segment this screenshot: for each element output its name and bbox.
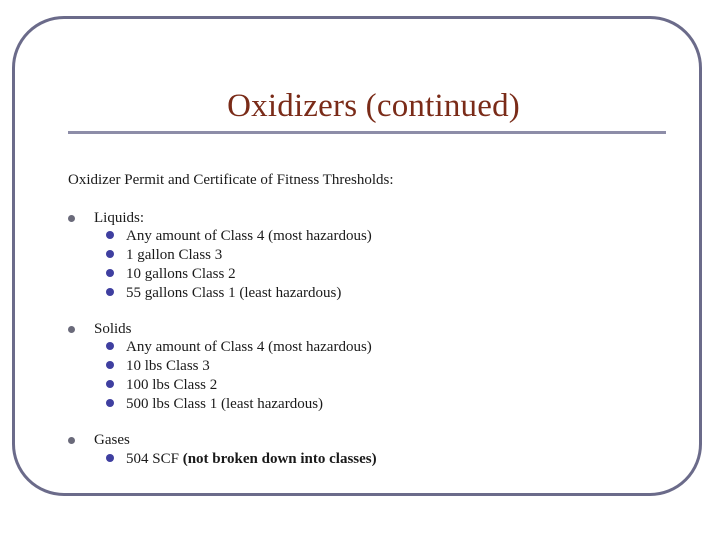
sub-bullet-icon xyxy=(106,288,114,296)
sub-bullet-icon xyxy=(106,361,114,369)
title-divider xyxy=(68,131,666,134)
sub-bullet-icon xyxy=(106,342,114,350)
sub-bullet-icon xyxy=(106,231,114,239)
group-heading: Solids xyxy=(94,321,132,337)
sub-bullet-icon xyxy=(106,269,114,277)
gas-note: (not broken down into classes) xyxy=(182,451,377,467)
sub-bullet-icon xyxy=(106,380,114,388)
bullet-disc-icon xyxy=(68,215,75,222)
slide-title: Oxidizers (continued) xyxy=(227,88,520,124)
gas-threshold: 504 SCF xyxy=(126,451,179,467)
bullet-disc-icon xyxy=(68,437,75,444)
bullet-disc-icon xyxy=(68,326,75,333)
sub-bullet-icon xyxy=(106,399,114,407)
intro-text: Oxidizer Permit and Certificate of Fitness Thresholds: xyxy=(68,172,394,188)
sub-bullet-icon xyxy=(106,454,114,462)
sub-bullet-icon xyxy=(106,250,114,258)
group-heading: Liquids: xyxy=(94,210,145,226)
group-heading: Gases xyxy=(94,432,130,448)
